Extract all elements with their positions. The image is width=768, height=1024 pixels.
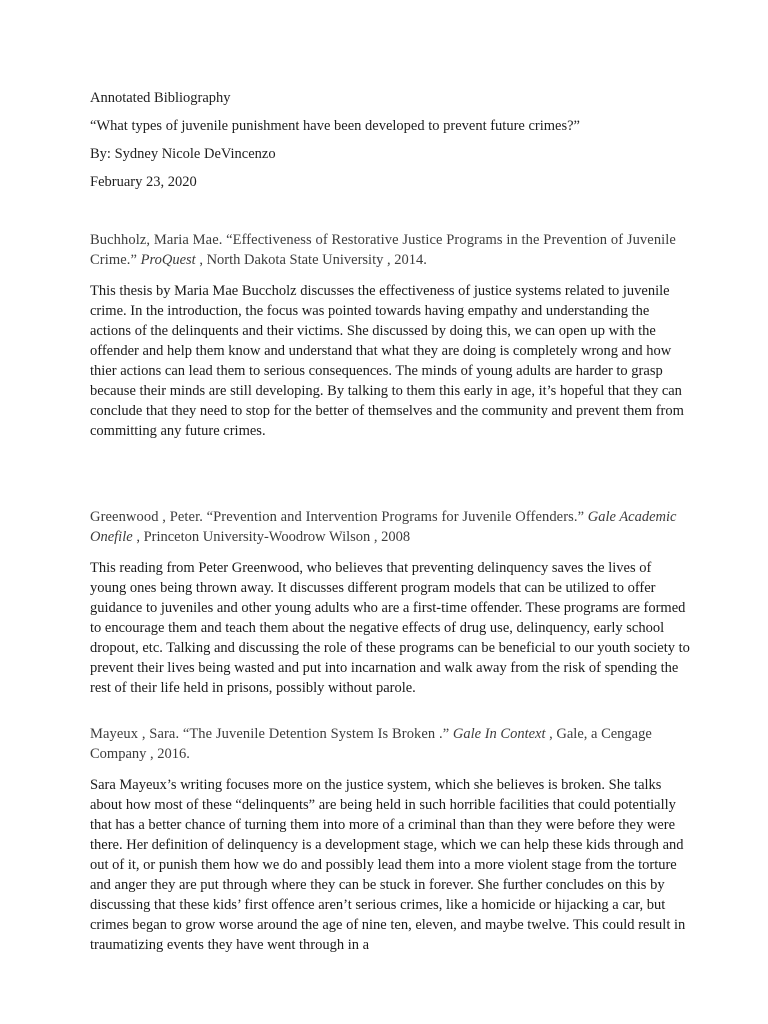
citation-title: “Effectiveness of Restorative Justice Programs in the Prevention of Juvenile Crime.” [90, 232, 676, 268]
citation-source: Gale Academic Onefile [90, 509, 677, 545]
annotation-greenwood: This reading from Peter Greenwood, who believes that preventing delinquency saves the lives of young ones being thrown away. It discusses different program models that can be utilized to offer guidance to juveniles and other young adults who are a first-time offender. These programs are formed to encourage them and teach them about the negative effects of drug use, delinquency, early school dropout, etc. Talking and discussing the role of these programs can be beneficial to our youth society to prevent their lives being wasted and put into incarnation and walk away from the risk of spending the rest of their life held in prisons, possibly without parole. [90, 560, 690, 696]
citation-author: Buchholz, Maria Mae. [90, 232, 223, 248]
citation-greenwood [90, 507, 690, 547]
citation-author: Greenwood , Peter. [90, 509, 203, 525]
citation-title: “Prevention and Intervention Programs for Juvenile Offenders.” [206, 509, 585, 525]
citation-publisher: , Gale, a Cengage Company , 2016. [90, 726, 652, 762]
citation-source: Gale In Context [452, 726, 546, 742]
author-line: By: Sydney Nicole DeVincenzo [90, 146, 276, 162]
citation-mayeux [90, 724, 690, 764]
citation-buchholz [90, 230, 690, 270]
citation-source: ProQuest [140, 252, 196, 268]
citation-publisher: , Princeton University-Woodrow Wilson , 2008 [136, 529, 411, 545]
annotation-mayeux: Sara Mayeux’s writing focuses more on the justice system, which she believes is broken. She talks about how most of these “delinquents” are being held in such horrible facilities that could potentially that has a better chance of turning them into more of a criminal than than they were before they were there. Her definition of delinquency is a development stage, which we can help these kids through and out of it, or punish them how we do and possibly lead them into a more violent stage from the torture and anger they are put through where they can be stuck in forever. She further concludes on this by discussing that these kids’ first offence aren’t serious crimes, like a homicide or hijacking a car, but crimes began to grow worse around the age of nine ten, eleven, and maybe twelve. This could result in traumatizing events they have went through in a [90, 777, 686, 953]
document-page [90, 88, 690, 955]
document-date: February 23, 2020 [90, 174, 197, 190]
citation-publisher: , North Dakota State University , 2014. [199, 252, 427, 268]
citation-title: “The Juvenile Detention System Is Broken .” [182, 726, 450, 742]
annotation-buchholz: This thesis by Maria Mae Buccholz discusses the effectiveness of justice systems related to juvenile crime. In the introduction, the focus was pointed towards having empathy and understanding the actions of the delinquents and their victims. She discussed by doing this, we can open up with the offender and help them know and understand that what they are doing is completely wrong and how thier actions can lead them to serious consequences. The minds of young adults are harder to grasp because their minds are still developing. By talking to them this early in age, it’s hopeful that they can conclude that they need to stop for the better of themselves and the community and prevent them from committing any future crimes. [90, 283, 684, 439]
research-question: “What types of juvenile punishment have been developed to prevent future crimes?” [90, 118, 580, 134]
citation-author: Mayeux , Sara. [90, 726, 180, 742]
document-title: Annotated Bibliography [90, 90, 231, 106]
